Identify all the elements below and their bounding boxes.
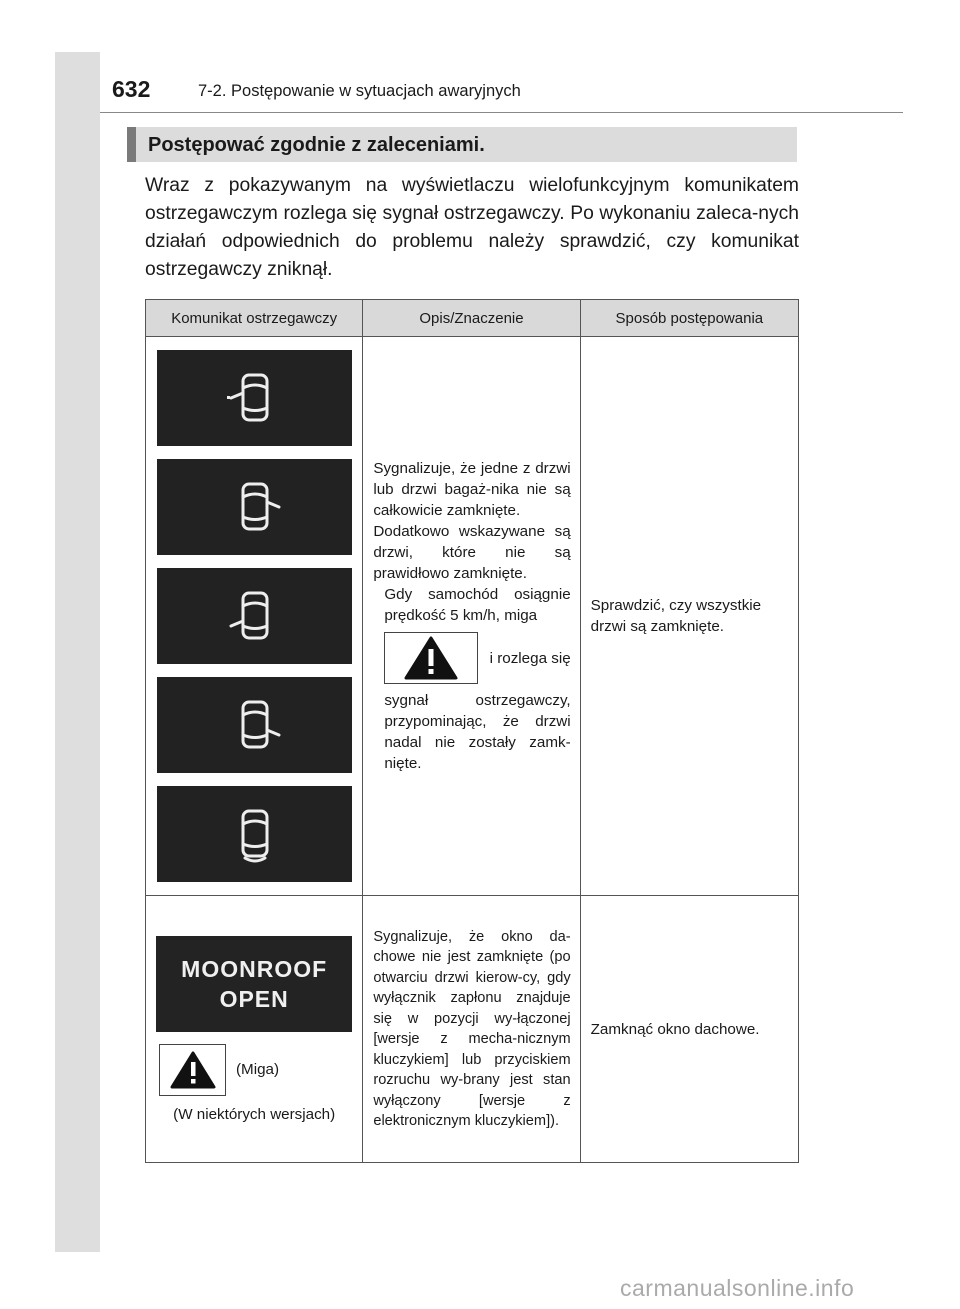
desc-paragraph: sygnał ostrzegawczy, przypominając, że drzwi nadal nie zostały zamk-nięte. [384, 692, 571, 772]
desc-inline-text: i rozlega się [489, 649, 571, 667]
door-screens-cell [146, 337, 363, 896]
table-header-row [146, 300, 799, 337]
header-rule [100, 112, 903, 113]
moonroof-line2: OPEN [219, 985, 289, 1012]
moonroof-display [156, 936, 352, 1032]
door-action-cell [580, 337, 798, 896]
blink-indicator [159, 1044, 361, 1096]
moonroof-description-cell [363, 896, 580, 1163]
blink-label: (Miga) [236, 1061, 280, 1078]
action-text: Zamknąć okno dachowe. [590, 1020, 760, 1038]
car-door-open-rear-left-icon [157, 568, 352, 664]
door-description-cell [363, 337, 580, 896]
moonroof-line1: MOONROOF [181, 955, 328, 982]
watermark: carmanualsonline.info [620, 1275, 855, 1301]
moonroof-screen-cell [146, 896, 363, 1163]
moonroof-action-cell [580, 896, 798, 1163]
desc-paragraph: Dodatkowo wskazywane są drzwi, które nie są prawidłowo zamknięte. [373, 523, 571, 582]
moonroof-description: Sygnalizuje, że okno da-chowe nie jest zamknięte (po otwarciu drzwi kierow-cy, gdy wyłącznik zapłonu znajduje się w pozycji wy-łączonej [wersje z mecha-nicznym kluczykiem] lub przyciskiem rozruchu wy-brany jest stan wyłączony [wersje z elektronicznym kluczykiem]). [373, 928, 571, 1129]
car-door-open-front-right-icon [157, 459, 352, 555]
page-number: 632 [112, 76, 151, 102]
running-head: 7-2. Postępowanie w sytuacjach awaryjnych [198, 82, 521, 100]
header-action: Sposób postępowania [580, 300, 798, 337]
desc-paragraph: Gdy samochód osiągnie prędkość 5 km/h, miga [384, 586, 571, 624]
car-trunk-open-icon [157, 786, 352, 882]
section-title: Postępować zgodnie z zaleceniami. [148, 134, 485, 156]
action-text: Sprawdzić, czy wszystkie drzwi są zamknięte. [590, 597, 762, 635]
intro-paragraph: Wraz z pokazywanym na wyświetlaczu wielofunkcyjnym komunikatem ostrzegawczym rozlega się sygnał ostrzegawczy. Po wykonaniu zaleca-nych działań odpowiednich do problemu należy sprawdzić, czy komunikat ostrzegawczy zniknął. [145, 175, 799, 280]
side-tab-band [55, 52, 100, 1252]
table-row [146, 896, 799, 1163]
header-warning-message: Komunikat ostrzegawczy [146, 300, 363, 337]
car-door-open-rear-right-icon [157, 677, 352, 773]
inline-warning [384, 632, 570, 684]
versions-note: (W niektórych wersjach) [173, 1105, 336, 1123]
desc-paragraph: Sygnalizuje, że jedne z drzwi lub drzwi bagaż-nika nie są całkowicie zamknięte. [373, 460, 571, 519]
master-warning-icon [159, 1044, 226, 1096]
warning-table [145, 299, 799, 1163]
table-row [146, 337, 799, 896]
master-warning-icon [384, 632, 478, 684]
section-heading [127, 127, 797, 162]
header-description: Opis/Znaczenie [363, 300, 580, 337]
car-door-open-front-left-icon [157, 350, 352, 446]
